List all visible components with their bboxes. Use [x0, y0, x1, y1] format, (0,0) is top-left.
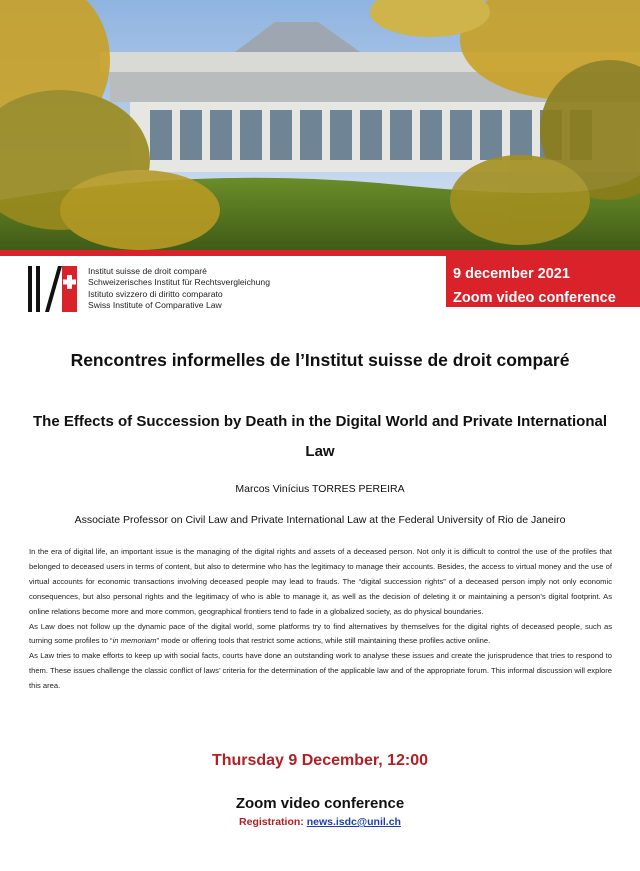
speaker-name: Marcos Vinícius TORRES PEREIRA: [235, 483, 405, 495]
institute-name-de: Schweizerisches Institut für Rechtsvergleichung: [88, 277, 270, 288]
institute-name-lines: [88, 266, 270, 311]
speaker-affiliation: Associate Professor on Civil Law and Private International Law at the Federal University of Rio de Janeiro: [74, 514, 566, 526]
talk-title-line-1: The Effects of Succession by Death in the Digital World and Private International: [33, 413, 607, 430]
registration-email-link[interactable]: news.isdc@unil.ch: [306, 816, 401, 828]
event-location: Zoom video conference: [235, 795, 405, 812]
talk-title-line-2: Law: [305, 443, 335, 460]
date-box: [446, 256, 640, 307]
institute-logo: [28, 266, 288, 312]
abstract-p2-start: As Law does not follow up the dynamic pace of the digital world, some platforms try to find alternatives by themselves for the digital rights of deceased people, such as turning some profiles to “: [29, 621, 612, 646]
event-datetime: Thursday 9 December, 12:00: [211, 752, 429, 769]
institute-name-fr: Institut suisse de droit comparé: [88, 266, 207, 276]
event-format: Zoom video conference: [453, 290, 616, 306]
abstract-paragraph-2: [29, 620, 612, 650]
abstract-p2-end: ” mode or offering tools that restrict some actions, while still maintaining these profiles active online.: [156, 636, 491, 646]
institute-name-it: Istituto svizzero di diritto comparato: [88, 288, 223, 299]
hero-building-photo: [0, 0, 640, 252]
registration-line: [0, 816, 640, 828]
building-photo-icon: [0, 0, 640, 252]
registration-label: Registration:: [239, 816, 304, 828]
talk-title: [30, 407, 610, 467]
in-memoriam-italic: in memoriam: [112, 636, 157, 646]
event-date: 9 december 2021: [453, 266, 570, 282]
abstract: [29, 545, 612, 694]
institute-name-en: Swiss Institute of Comparative Law: [88, 299, 222, 310]
event-series-title: Rencontres informelles de l’Institut suisse de droit comparé: [70, 350, 570, 370]
abstract-paragraph-3: As Law tries to make efforts to keep up with social facts, courts have done an outstanding work to analyse these issues and create the jurisprudence that tries to respond to them. These issues challenge the classic conflict of laws’ criteria for the determination of the applicable law and of the appropriate forum. This informal discussion will explore this area.: [29, 651, 612, 691]
swiss-cross-icon: [28, 266, 80, 312]
abstract-paragraph-1: In the era of digital life, an important issue is the managing of the digital rights and assets of a deceased person. Not only it is difficult to control the use of the profiles that belonged to deceased users in terms of content, but also to determine who has the legitimacy to manage their accounts. Besides, the access to virtual money and the use of virtual accounts for economic transactions involving deceased people may lead to frauds. The “digital succession rights” of a deceased person imply not only economic consequences, but also personal rights and the legitimacy of who is able to manage it, as well as the decision of deleting it or maintaining a person’s digital footprint. As online relations become more and more common, geographical frontiers tend to fade in a globalized society, as do physical boundaries.: [29, 547, 612, 616]
